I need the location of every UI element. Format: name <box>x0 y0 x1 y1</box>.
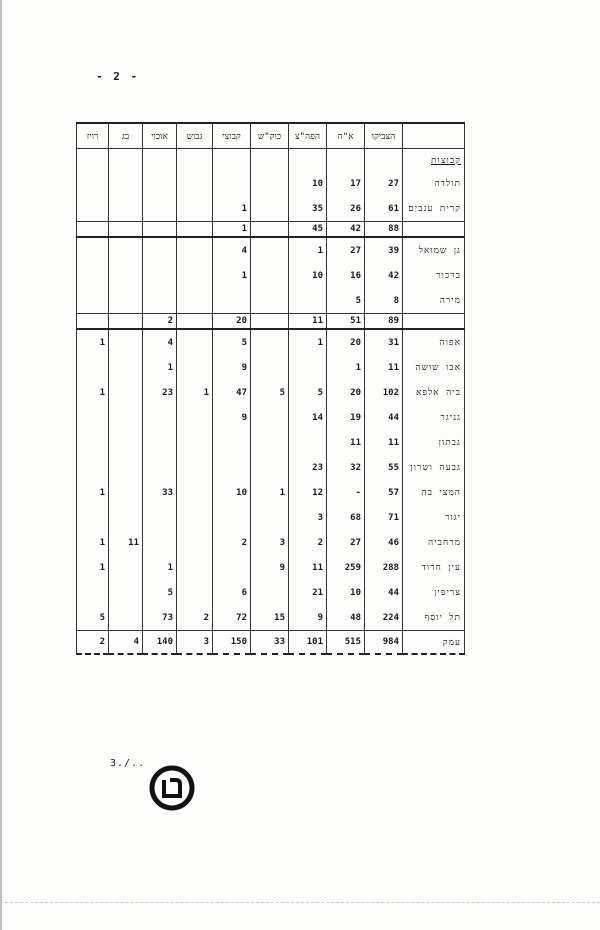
scan-artifact-line <box>0 902 600 904</box>
column-header: א"ה <box>327 123 365 149</box>
continuation-ref: 3./.. <box>110 758 146 769</box>
value-cell: 46 <box>365 530 403 555</box>
value-cell: 1 <box>177 380 213 405</box>
table-row <box>77 430 465 455</box>
subtotal-row <box>77 314 465 330</box>
value-cell <box>109 288 143 314</box>
value-cell: 2 <box>77 631 109 655</box>
value-cell: 1 <box>327 355 365 380</box>
row-name-cell: גן שמואל <box>403 237 465 263</box>
value-cell: 150 <box>213 631 251 655</box>
value-cell: 1 <box>213 263 251 288</box>
value-cell <box>143 149 177 172</box>
value-cell <box>77 263 109 288</box>
value-cell: 89 <box>365 314 403 330</box>
value-cell: 224 <box>365 605 403 631</box>
value-cell: 14 <box>289 405 327 430</box>
value-cell <box>251 222 289 238</box>
value-cell: 45 <box>289 222 327 238</box>
value-cell: 2 <box>213 530 251 555</box>
value-cell: 2 <box>177 605 213 631</box>
table-row <box>77 555 465 580</box>
table-row <box>77 263 465 288</box>
column-header: כוק"ש <box>251 123 289 149</box>
value-cell: 27 <box>327 530 365 555</box>
value-cell: 10 <box>213 480 251 505</box>
row-name-cell: אפוה <box>403 329 465 355</box>
value-cell <box>177 314 213 330</box>
value-cell: 42 <box>327 222 365 238</box>
value-cell: 3 <box>177 631 213 655</box>
column-header: רויז <box>77 123 109 149</box>
value-cell <box>251 314 289 330</box>
value-cell: 71 <box>365 505 403 530</box>
column-header: קבוצי <box>213 123 251 149</box>
value-cell: 23 <box>143 380 177 405</box>
column-header: אוכוי <box>143 123 177 149</box>
value-cell: 42 <box>365 263 403 288</box>
value-cell: 1 <box>77 329 109 355</box>
table-row <box>77 480 465 505</box>
value-cell <box>251 355 289 380</box>
value-cell <box>213 505 251 530</box>
table-row <box>77 530 465 555</box>
row-name-cell: ביה אלפא <box>403 380 465 405</box>
value-cell <box>251 580 289 605</box>
value-cell: 259 <box>327 555 365 580</box>
value-cell <box>143 505 177 530</box>
value-cell: 27 <box>365 171 403 196</box>
value-cell: 9 <box>289 605 327 631</box>
table-row <box>77 580 465 605</box>
value-cell <box>177 405 213 430</box>
value-cell <box>109 314 143 330</box>
value-cell <box>251 430 289 455</box>
statistics-table <box>76 122 465 655</box>
value-cell: 73 <box>143 605 177 631</box>
value-cell: 1 <box>77 530 109 555</box>
value-cell <box>109 171 143 196</box>
value-cell: 102 <box>365 380 403 405</box>
value-cell: 72 <box>213 605 251 631</box>
value-cell <box>77 288 109 314</box>
value-cell <box>77 314 109 330</box>
row-name-cell: ברכור <box>403 263 465 288</box>
value-cell <box>143 405 177 430</box>
value-cell: 20 <box>213 314 251 330</box>
value-cell: 11 <box>365 355 403 380</box>
value-cell <box>177 505 213 530</box>
value-cell <box>177 430 213 455</box>
value-cell <box>213 430 251 455</box>
value-cell <box>77 505 109 530</box>
row-name-cell: גבעה ושרון <box>403 455 465 480</box>
row-name-cell <box>403 222 465 238</box>
value-cell: 47 <box>213 380 251 405</box>
value-cell: 12 <box>289 480 327 505</box>
value-cell <box>109 480 143 505</box>
value-cell <box>177 288 213 314</box>
value-cell <box>213 149 251 172</box>
value-cell <box>289 149 327 172</box>
value-cell <box>77 355 109 380</box>
value-cell: 17 <box>327 171 365 196</box>
stamp-icon <box>148 764 196 812</box>
value-cell: 9 <box>213 355 251 380</box>
value-cell: 35 <box>289 196 327 222</box>
value-cell <box>143 430 177 455</box>
value-cell: 9 <box>213 405 251 430</box>
value-cell <box>77 430 109 455</box>
value-cell <box>109 605 143 631</box>
value-cell <box>251 505 289 530</box>
value-cell: 515 <box>327 631 365 655</box>
value-cell: 44 <box>365 405 403 430</box>
section-row <box>77 149 465 172</box>
value-cell: 33 <box>143 480 177 505</box>
value-cell <box>109 222 143 238</box>
page-number: - 2 - <box>96 70 140 83</box>
subtotal-row <box>77 222 465 238</box>
value-cell: 4 <box>109 631 143 655</box>
value-cell: 11 <box>327 430 365 455</box>
row-name-cell: קבוצות <box>403 149 465 172</box>
value-cell <box>177 196 213 222</box>
value-cell: 4 <box>143 329 177 355</box>
value-cell <box>177 171 213 196</box>
value-cell <box>251 405 289 430</box>
total-row <box>77 631 465 655</box>
page-edge <box>0 0 2 930</box>
value-cell: 88 <box>365 222 403 238</box>
value-cell: 31 <box>365 329 403 355</box>
value-cell: 55 <box>365 455 403 480</box>
value-cell: 1 <box>213 222 251 238</box>
value-cell: 288 <box>365 555 403 580</box>
value-cell <box>77 196 109 222</box>
value-cell: 15 <box>251 605 289 631</box>
value-cell: 10 <box>289 263 327 288</box>
value-cell <box>143 530 177 555</box>
value-cell <box>109 505 143 530</box>
value-cell <box>177 455 213 480</box>
row-name-cell: מרחביה <box>403 530 465 555</box>
value-cell: 33 <box>251 631 289 655</box>
value-cell: 32 <box>327 455 365 480</box>
value-cell: 9 <box>251 555 289 580</box>
value-cell <box>143 222 177 238</box>
value-cell: 6 <box>213 580 251 605</box>
value-cell: 1 <box>213 196 251 222</box>
value-cell <box>251 171 289 196</box>
value-cell: 5 <box>77 605 109 631</box>
value-cell <box>109 237 143 263</box>
value-cell <box>327 149 365 172</box>
value-cell <box>109 355 143 380</box>
value-cell: 11 <box>289 314 327 330</box>
value-cell <box>177 329 213 355</box>
value-cell: 23 <box>289 455 327 480</box>
value-cell <box>251 288 289 314</box>
table-row <box>77 196 465 222</box>
value-cell: 10 <box>327 580 365 605</box>
row-name-cell <box>403 314 465 330</box>
row-name-cell: גבתון <box>403 430 465 455</box>
value-cell <box>177 580 213 605</box>
value-cell: 10 <box>289 171 327 196</box>
value-cell: 19 <box>327 405 365 430</box>
column-header: בג <box>109 123 143 149</box>
value-cell <box>177 149 213 172</box>
value-cell <box>143 196 177 222</box>
table-row <box>77 605 465 631</box>
value-cell <box>213 455 251 480</box>
value-cell: 5 <box>251 380 289 405</box>
row-name-cell: תולדה <box>403 171 465 196</box>
row-name-cell: המצי בה <box>403 480 465 505</box>
value-cell <box>289 288 327 314</box>
value-cell <box>77 222 109 238</box>
row-name-cell: צריפין <box>403 580 465 605</box>
value-cell <box>77 405 109 430</box>
value-cell <box>143 237 177 263</box>
column-header: הצביקו <box>365 123 403 149</box>
row-name-cell: אבו שושה <box>403 355 465 380</box>
table-row <box>77 329 465 355</box>
value-cell: 51 <box>327 314 365 330</box>
value-cell <box>143 455 177 480</box>
value-cell: 2 <box>143 314 177 330</box>
value-cell: 16 <box>327 263 365 288</box>
table-row <box>77 355 465 380</box>
value-cell <box>289 355 327 380</box>
value-cell: 5 <box>289 380 327 405</box>
value-cell: - <box>327 480 365 505</box>
value-cell <box>77 580 109 605</box>
value-cell: 3 <box>289 505 327 530</box>
value-cell <box>177 237 213 263</box>
value-cell <box>77 171 109 196</box>
value-cell: 1 <box>77 380 109 405</box>
value-cell <box>251 263 289 288</box>
value-cell <box>177 530 213 555</box>
value-cell: 68 <box>327 505 365 530</box>
value-cell <box>109 555 143 580</box>
value-cell <box>177 263 213 288</box>
value-cell: 984 <box>365 631 403 655</box>
value-cell: 11 <box>289 555 327 580</box>
value-cell: 5 <box>143 580 177 605</box>
row-name-cell: מירה <box>403 288 465 314</box>
row-name-cell: קרית ענבים <box>403 196 465 222</box>
column-header <box>403 123 465 149</box>
value-cell: 5 <box>327 288 365 314</box>
value-cell <box>251 237 289 263</box>
table-row <box>77 505 465 530</box>
table-row <box>77 405 465 430</box>
value-cell <box>251 455 289 480</box>
value-cell: 101 <box>289 631 327 655</box>
value-cell <box>109 430 143 455</box>
value-cell <box>109 329 143 355</box>
value-cell: 44 <box>365 580 403 605</box>
row-name-cell: עמק <box>403 631 465 655</box>
value-cell: 5 <box>213 329 251 355</box>
table-row <box>77 237 465 263</box>
value-cell <box>143 171 177 196</box>
value-cell <box>177 355 213 380</box>
value-cell <box>213 171 251 196</box>
value-cell: 11 <box>109 530 143 555</box>
value-cell <box>77 455 109 480</box>
value-cell <box>177 480 213 505</box>
value-cell <box>177 555 213 580</box>
row-name-cell: עין חרוד <box>403 555 465 580</box>
value-cell: 48 <box>327 605 365 631</box>
value-cell: 2 <box>289 530 327 555</box>
table-row <box>77 288 465 314</box>
table-row <box>77 380 465 405</box>
value-cell: 20 <box>327 329 365 355</box>
value-cell: 1 <box>289 237 327 263</box>
value-cell <box>251 149 289 172</box>
value-cell <box>365 149 403 172</box>
row-name-cell: תל יוסף <box>403 605 465 631</box>
value-cell <box>143 288 177 314</box>
value-cell <box>109 405 143 430</box>
value-cell <box>77 237 109 263</box>
value-cell <box>109 149 143 172</box>
value-cell <box>289 430 327 455</box>
row-name-cell: גניגר <box>403 405 465 430</box>
value-cell: 20 <box>327 380 365 405</box>
value-cell <box>177 222 213 238</box>
value-cell: 3 <box>251 530 289 555</box>
table-header-row <box>77 123 465 149</box>
value-cell: 140 <box>143 631 177 655</box>
value-cell <box>109 196 143 222</box>
value-cell: 26 <box>327 196 365 222</box>
table-row <box>77 455 465 480</box>
value-cell: 1 <box>251 480 289 505</box>
value-cell <box>109 263 143 288</box>
value-cell <box>251 196 289 222</box>
value-cell <box>109 380 143 405</box>
row-name-cell: יגור <box>403 505 465 530</box>
table-row <box>77 171 465 196</box>
value-cell <box>109 580 143 605</box>
value-cell: 57 <box>365 480 403 505</box>
value-cell <box>143 263 177 288</box>
value-cell: 4 <box>213 237 251 263</box>
value-cell: 8 <box>365 288 403 314</box>
value-cell: 1 <box>143 355 177 380</box>
value-cell: 1 <box>143 555 177 580</box>
value-cell <box>251 329 289 355</box>
column-header: גבוש <box>177 123 213 149</box>
value-cell: 27 <box>327 237 365 263</box>
value-cell <box>213 555 251 580</box>
value-cell: 1 <box>289 329 327 355</box>
value-cell: 11 <box>365 430 403 455</box>
value-cell: 1 <box>77 480 109 505</box>
column-header: הפה"צ <box>289 123 327 149</box>
value-cell <box>109 455 143 480</box>
value-cell <box>213 288 251 314</box>
value-cell: 61 <box>365 196 403 222</box>
value-cell: 39 <box>365 237 403 263</box>
value-cell: 21 <box>289 580 327 605</box>
value-cell <box>77 149 109 172</box>
value-cell: 1 <box>77 555 109 580</box>
